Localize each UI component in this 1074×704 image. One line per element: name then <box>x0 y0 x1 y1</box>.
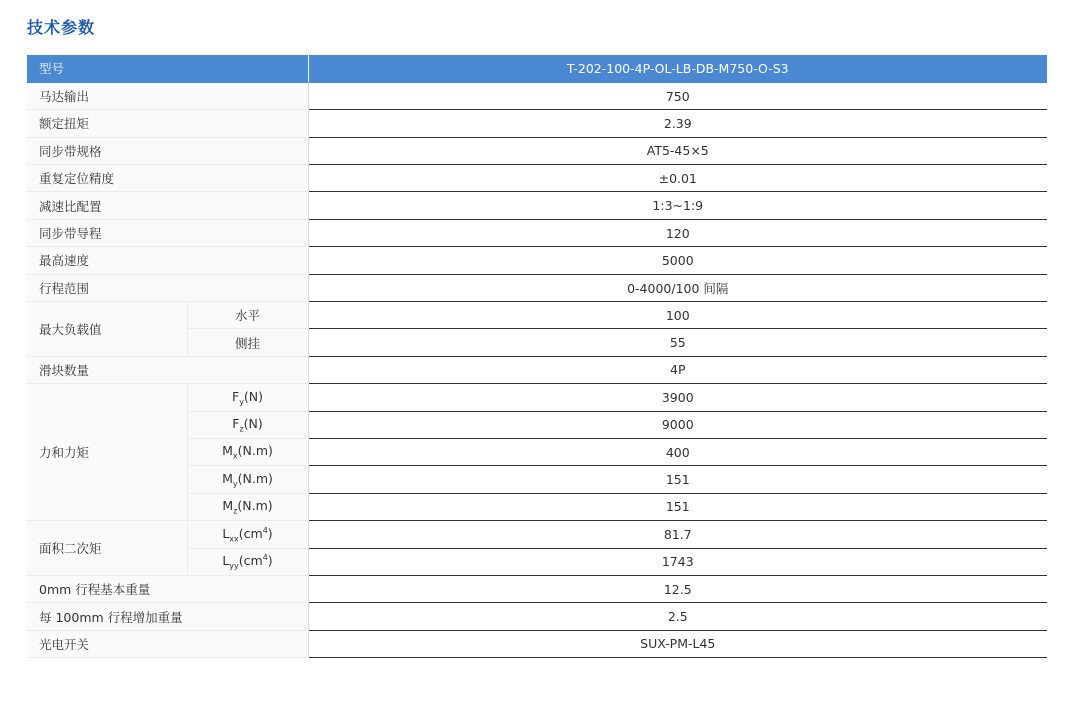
table-row <box>27 521 1047 548</box>
table-row <box>27 356 1047 383</box>
table-row <box>27 384 1047 411</box>
table-row <box>27 603 1047 630</box>
side-value: 55 <box>308 329 1047 356</box>
table-header-row <box>27 55 1047 82</box>
page-title: 技术参数 <box>27 18 96 37</box>
row-value: 750 <box>308 82 1047 109</box>
table-row <box>27 219 1047 246</box>
table-row <box>27 165 1047 192</box>
sensor-value: SUX-PM-L45 <box>308 630 1047 657</box>
slider-count-label: 滑块数量 <box>27 356 308 383</box>
row-label: 马达输出 <box>27 82 308 109</box>
max-load-label: 最大负载值 <box>27 302 187 357</box>
row-value: 2.39 <box>308 110 1047 137</box>
force-label: 力和力矩 <box>27 384 187 521</box>
lyy-label: $L_{yy}(cm^4)$ <box>187 548 308 575</box>
row-value: 0-4000/100 间隔 <box>308 274 1047 301</box>
lyy-value: 1743 <box>308 548 1047 575</box>
row-value: 120 <box>308 219 1047 246</box>
table-row <box>27 630 1047 657</box>
row-label: 同步带导程 <box>27 219 308 246</box>
table-row <box>27 82 1047 109</box>
area-moment-label: 面积二次矩 <box>27 521 187 576</box>
row-value: 1:3~1:9 <box>308 192 1047 219</box>
row-label: 减速比配置 <box>27 192 308 219</box>
row-value: AT5-45×5 <box>308 137 1047 164</box>
fz-label: $F_z(N)$ <box>187 411 308 438</box>
model-label: 型号 <box>27 55 308 82</box>
mx-value: 400 <box>308 438 1047 465</box>
row-value: ±0.01 <box>308 165 1047 192</box>
table-row <box>27 274 1047 301</box>
table-row <box>27 302 1047 329</box>
mx-label: $M_x(N.m)$ <box>187 438 308 465</box>
my-value: 151 <box>308 466 1047 493</box>
spec-table <box>27 55 1047 658</box>
base-weight-value: 12.5 <box>308 575 1047 602</box>
mz-label: $M_z(N.m)$ <box>187 493 308 520</box>
added-weight-value: 2.5 <box>308 603 1047 630</box>
row-label: 行程范围 <box>27 274 308 301</box>
fy-value: 3900 <box>308 384 1047 411</box>
mz-value: 151 <box>308 493 1047 520</box>
horizontal-value: 100 <box>308 302 1047 329</box>
added-weight-label: 每 100mm 行程增加重量 <box>27 603 308 630</box>
side-label: 侧挂 <box>187 329 308 356</box>
fy-label: $F_y(N)$ <box>187 384 308 411</box>
table-row <box>27 575 1047 602</box>
sensor-label: 光电开关 <box>27 630 308 657</box>
fz-value: 9000 <box>308 411 1047 438</box>
row-label: 额定扭矩 <box>27 110 308 137</box>
row-label: 最高速度 <box>27 247 308 274</box>
base-weight-label: 0mm 行程基本重量 <box>27 575 308 602</box>
my-label: $M_y(N.m)$ <box>187 466 308 493</box>
table-row <box>27 247 1047 274</box>
table-row <box>27 137 1047 164</box>
row-label: 同步带规格 <box>27 137 308 164</box>
horizontal-label: 水平 <box>187 302 308 329</box>
lxx-value: 81.7 <box>308 521 1047 548</box>
lxx-label: $L_{xx}(cm^4)$ <box>187 521 308 548</box>
row-value: 5000 <box>308 247 1047 274</box>
model-value: T-202-100-4P-OL-LB-DB-M750-O-S3 <box>308 55 1047 82</box>
row-label: 重复定位精度 <box>27 165 308 192</box>
table-row <box>27 110 1047 137</box>
slider-count-value: 4P <box>308 356 1047 383</box>
table-row <box>27 192 1047 219</box>
